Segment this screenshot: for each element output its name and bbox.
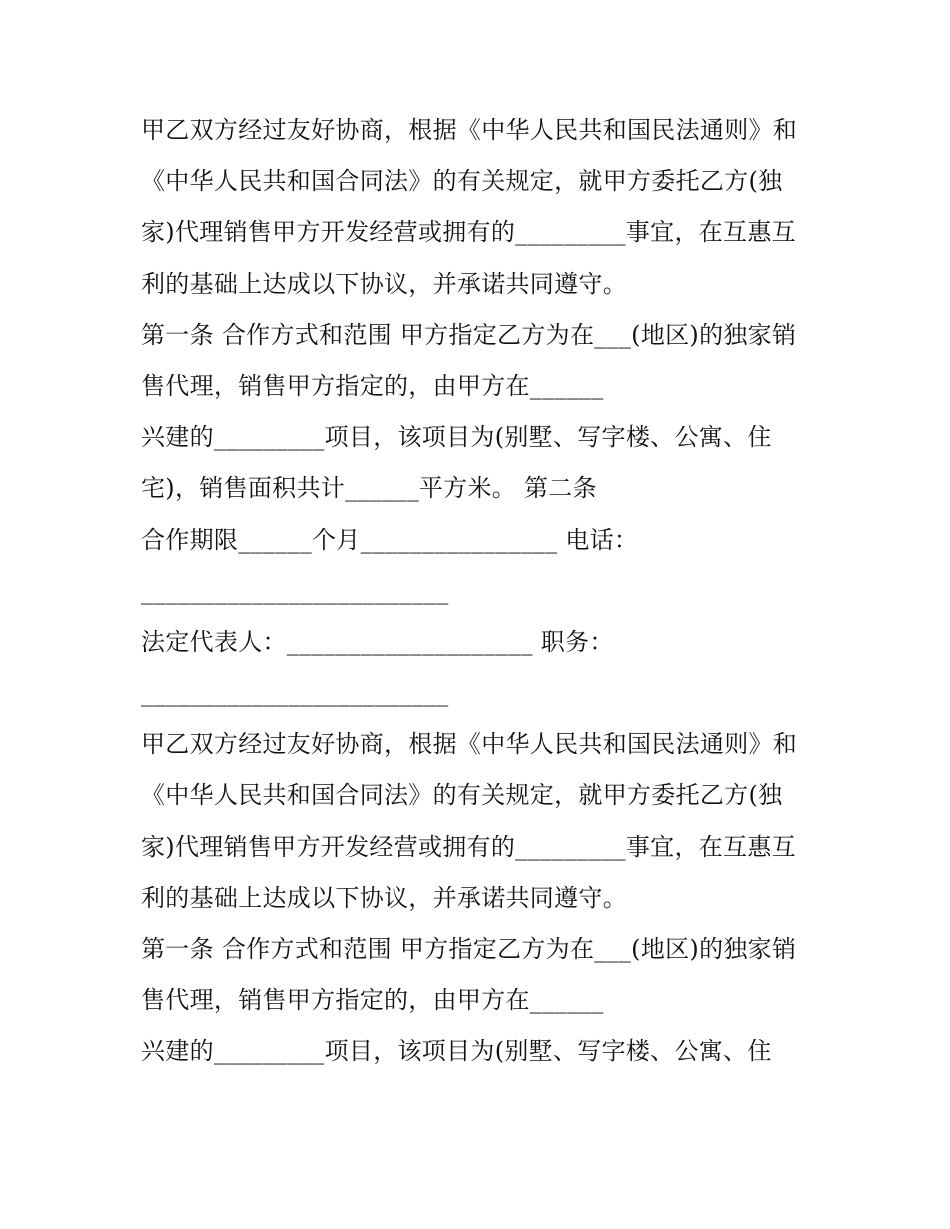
- text-line: 售代理，销售甲方指定的，由甲方在______: [141, 986, 604, 1015]
- text-line: 第一条 合作方式和范围 甲方指定乙方为在___(地区)的独家销: [141, 320, 797, 349]
- contract-text: [141, 108, 821, 1081]
- text-line: _________________________: [141, 576, 449, 605]
- text-line: 合作期限______个月________________ 电话：: [141, 525, 639, 554]
- text-line: 利的基础上达成以下协议，并承诺共同遵守。: [141, 883, 627, 912]
- text-line: 兴建的_________项目，该项目为(别墅、写字楼、公寓、住: [141, 1037, 772, 1066]
- text-line: 家)代理销售甲方开发经营或拥有的_________事宜，在互惠互: [141, 218, 796, 247]
- text-line: 兴建的_________项目，该项目为(别墅、写字楼、公寓、住: [141, 423, 772, 452]
- text-line: 《中华人民共和国合同法》的有关规定，就甲方委托乙方(独: [141, 167, 783, 196]
- text-line: 甲乙双方经过友好协商，根据《中华人民共和国民法通则》和: [141, 730, 798, 759]
- text-line: 宅)，销售面积共计______平方米。 第二条: [141, 474, 597, 503]
- text-line: 售代理，销售甲方指定的，由甲方在______: [141, 371, 604, 400]
- text-line: 甲乙双方经过友好协商，根据《中华人民共和国民法通则》和: [141, 116, 798, 144]
- text-line: 家)代理销售甲方开发经营或拥有的_________事宜，在互惠互: [141, 832, 796, 861]
- text-line: _________________________: [141, 679, 449, 708]
- text-line: 法定代表人：____________________ 职务：: [141, 627, 614, 656]
- text-line: 第一条 合作方式和范围 甲方指定乙方为在___(地区)的独家销: [141, 935, 797, 963]
- text-line: 利的基础上达成以下协议，并承诺共同遵守。: [141, 269, 627, 298]
- text-line: 《中华人民共和国合同法》的有关规定，就甲方委托乙方(独: [141, 781, 783, 810]
